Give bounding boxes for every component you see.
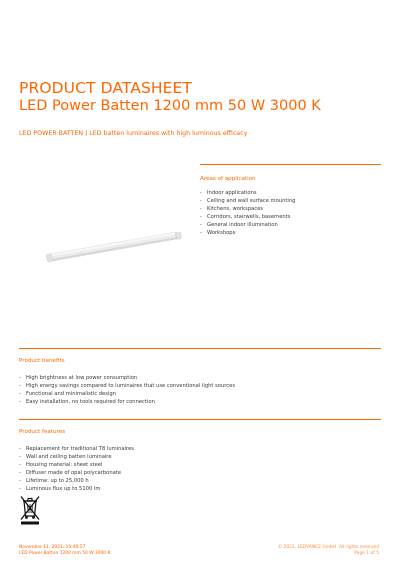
footer-page-number: Page 1 of 5 [354,551,379,557]
footer-copyright: © 2021, LEDVANCE GmbH. All rights reserved [277,545,379,550]
list-item: - Replacement for traditional T8 luminaires [19,445,134,453]
footer-product: LED Power Batten 1200 mm 50 W 3000 K [19,551,111,557]
list-item: - Ceiling and wall surface mounting [200,197,295,205]
product-subtitle: LED POWER BATTEN | LED batten luminaires with high luminous efficacy [19,130,248,137]
list-item: - Corridors, stairwells, basements [200,213,295,221]
list-item: - Easy installation, no tools required for connection [19,398,235,406]
benefits-rule [19,348,381,349]
list-item: - Housing material: sheet steel [19,461,134,469]
list-item: - Indoor applications [200,189,295,197]
areas-list [200,189,295,238]
list-item: - Functional and minimalistic design [19,390,235,398]
list-item: - High energy savings compared to luminaires that use conventional light sources [19,382,235,390]
weee-crossed-bin-icon [19,495,41,525]
footer-left [19,545,110,557]
areas-rule [200,164,381,165]
list-item: - Wall and ceiling batten luminaire [19,453,134,461]
list-item: - General indoor illumination [200,221,295,229]
features-list [19,445,134,494]
footer-date: November 11, 2021, 15:46:57 [19,545,86,550]
list-item: - Lifetime: up to 25,000 h [19,477,134,485]
product-image [44,232,184,262]
benefits-heading: Product benefits [19,358,65,364]
list-item: - Luminous flux up to 5100 lm [19,485,134,493]
benefits-list [19,374,235,406]
list-item: - High brightness at low power consumption [19,374,235,382]
product-name: LED Power Batten 1200 mm 50 W 3000 K [19,98,321,114]
areas-heading: Areas of application [200,176,256,182]
list-item: - Diffuser made of opal polycarbonate [19,469,134,477]
list-item: - Kitchens, workspaces [200,205,295,213]
footer-right [278,545,379,557]
features-heading: Product features [19,429,66,435]
features-rule [19,419,381,420]
list-item: - Workshops [200,229,295,237]
page-title: PRODUCT DATASHEET [19,79,192,97]
